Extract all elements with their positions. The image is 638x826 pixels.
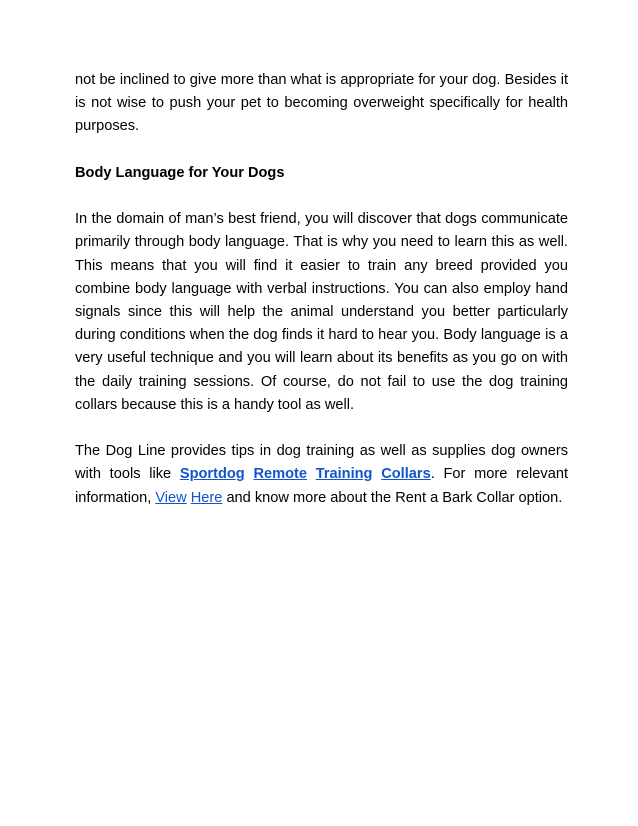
link-training[interactable]: Training <box>315 466 373 483</box>
link-collars[interactable]: Collars <box>381 466 431 483</box>
body-language-paragraph: In the domain of man’s best friend, you will discover that dogs communicate primarily through body language. That is why you need to learn this as well. This means that you will find it easier to train any breed provided you combine body language with verbal instructions. You can also employ hand signals since this will help the animal understand you better particularly during conditions when the dog finds it hard to hear you. Body language is a very useful technique and you will learn about its benefits as you go on with the daily training sessions. Of course, do not fail to use the dog training collars because this is a handy tool as well. <box>75 211 568 413</box>
link-here[interactable]: Here <box>190 489 223 506</box>
section-heading: Body Language for Your Dogs <box>75 164 285 181</box>
link-view[interactable]: View <box>155 489 187 506</box>
dog-line-text-middle: . For more relevant information, <box>75 466 568 506</box>
dog-line-text-after: and know more about the Rent a Bark Collar option. <box>222 489 563 506</box>
dog-line-text-before: The Dog Line provides tips in dog training as well as supplies dog owners with tools like <box>75 443 568 483</box>
intro-paragraph: not be inclined to give more than what is appropriate for your dog. Besides it is not wise to push your pet to becoming overweight specifically for health purposes. <box>75 72 568 135</box>
link-sportdog[interactable]: Sportdog <box>179 466 245 483</box>
link-remote[interactable]: Remote <box>253 466 307 483</box>
dog-line-paragraph <box>75 440 568 510</box>
document-body <box>75 69 568 533</box>
